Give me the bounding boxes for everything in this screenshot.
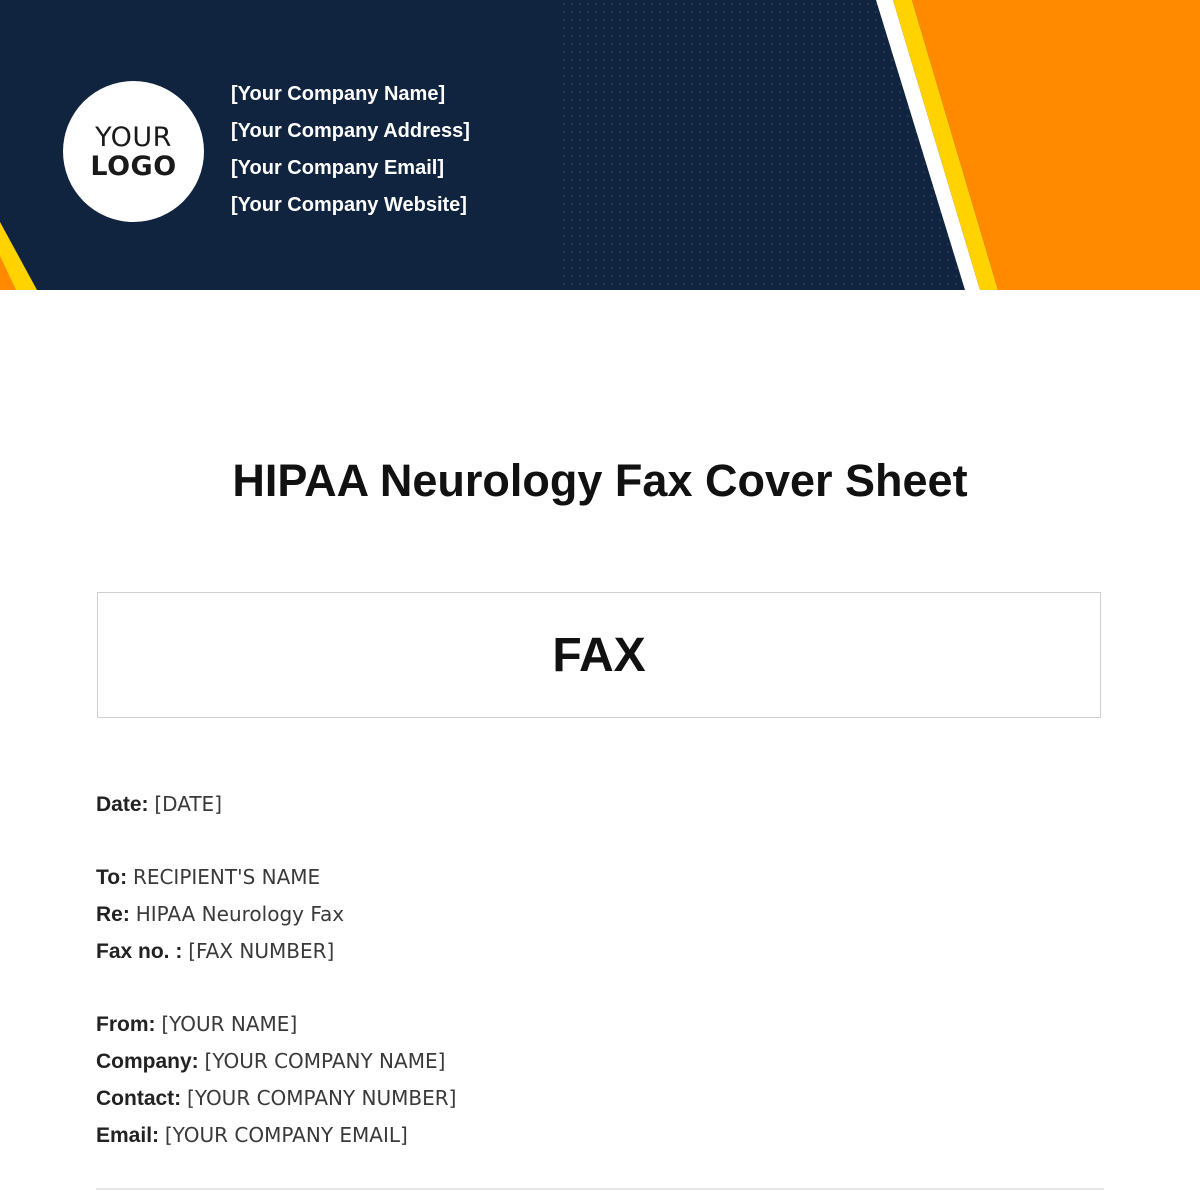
company-email: [Your Company Email]: [231, 157, 444, 179]
fax-heading-box: [97, 592, 1101, 718]
company-row: [96, 1043, 456, 1080]
fax-number-label: Fax no. :: [96, 940, 183, 963]
date-row: [96, 786, 456, 823]
company-name: [Your Company Name]: [231, 83, 446, 105]
logo-text-your: YOUR: [95, 121, 172, 153]
footer-divider: [96, 1188, 1104, 1190]
date-value: [DATE]: [154, 792, 222, 816]
re-value: HIPAA Neurology Fax: [135, 902, 345, 926]
header-banner: [0, 0, 1200, 290]
date-label: Date:: [96, 793, 149, 816]
company-address: [Your Company Address]: [231, 120, 470, 142]
company-website: [Your Company Website]: [231, 194, 467, 216]
document-title: HIPAA Neurology Fax Cover Sheet: [232, 455, 968, 506]
contact-row: [96, 1080, 456, 1117]
fax-label: FAX: [552, 628, 646, 682]
logo-text-logo: LOGO: [90, 150, 177, 182]
to-row: [96, 859, 456, 896]
company-label: Company:: [96, 1050, 199, 1073]
company-info: [231, 76, 470, 224]
re-label: Re:: [96, 903, 130, 926]
fax-number-value: [FAX NUMBER]: [188, 939, 335, 963]
fax-details: [96, 786, 456, 1154]
from-row: [96, 1006, 456, 1043]
company-value: [YOUR COMPANY NAME]: [204, 1049, 446, 1073]
fax-number-row: [96, 933, 456, 970]
company-logo: [63, 81, 204, 222]
to-value: RECIPIENT'S NAME: [132, 865, 321, 889]
from-label: From:: [96, 1013, 156, 1036]
email-row: [96, 1117, 456, 1154]
re-row: [96, 896, 456, 933]
email-value: [YOUR COMPANY EMAIL]: [164, 1123, 408, 1147]
contact-value: [YOUR COMPANY NUMBER]: [187, 1086, 457, 1110]
to-label: To:: [96, 866, 128, 889]
email-label: Email:: [96, 1124, 160, 1147]
contact-label: Contact:: [96, 1087, 182, 1110]
from-value: [YOUR NAME]: [161, 1012, 298, 1036]
